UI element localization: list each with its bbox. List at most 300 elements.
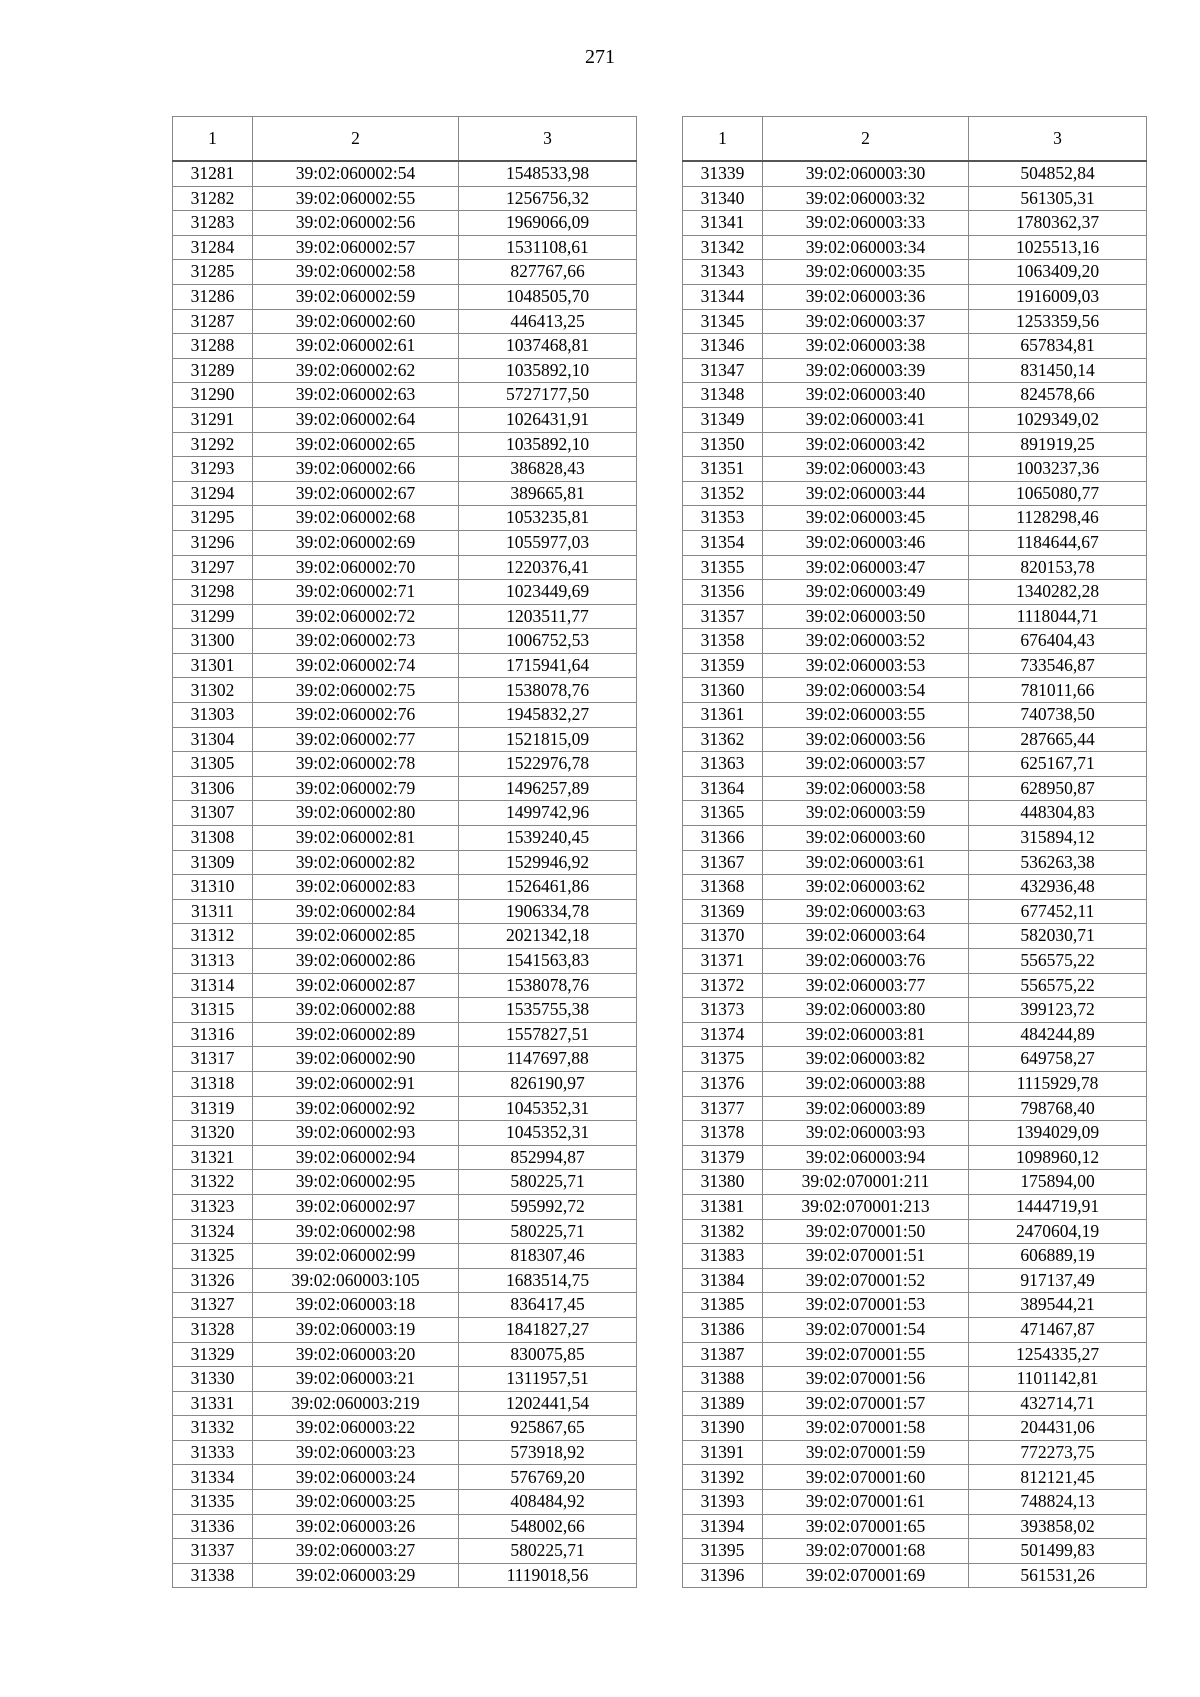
- table-row: [683, 875, 1147, 900]
- cadastral-number: 39:02:070001:213: [763, 1194, 969, 1219]
- value: 1184644,67: [969, 530, 1147, 555]
- cadastral-number: 39:02:060002:63: [253, 383, 459, 408]
- table-row: [683, 334, 1147, 359]
- value: 1683514,75: [459, 1268, 637, 1293]
- cadastral-number: 39:02:060003:52: [763, 629, 969, 654]
- table-row: [173, 801, 637, 826]
- row-number: 31317: [173, 1047, 253, 1072]
- row-number: 31350: [683, 432, 763, 457]
- table-row: [173, 703, 637, 728]
- cadastral-number: 39:02:060002:77: [253, 727, 459, 752]
- row-number: 31312: [173, 924, 253, 949]
- row-number: 31376: [683, 1071, 763, 1096]
- cadastral-number: 39:02:060002:86: [253, 949, 459, 974]
- cadastral-number: 39:02:070001:56: [763, 1367, 969, 1392]
- table-row: [683, 284, 1147, 309]
- row-number: 31352: [683, 481, 763, 506]
- cadastral-number: 39:02:060002:68: [253, 506, 459, 531]
- cadastral-number: 39:02:060003:49: [763, 580, 969, 605]
- table-row: [173, 530, 637, 555]
- value: 733546,87: [969, 653, 1147, 678]
- cadastral-number: 39:02:060002:73: [253, 629, 459, 654]
- cadastral-number: 39:02:060003:63: [763, 899, 969, 924]
- table-row: [683, 1219, 1147, 1244]
- table-row: [173, 875, 637, 900]
- row-number: 31371: [683, 949, 763, 974]
- cadastral-number: 39:02:060002:85: [253, 924, 459, 949]
- row-number: 31388: [683, 1367, 763, 1392]
- table-row: [173, 752, 637, 777]
- table-row: [173, 358, 637, 383]
- row-number: 31396: [683, 1563, 763, 1588]
- table-row: [173, 211, 637, 236]
- row-number: 31386: [683, 1317, 763, 1342]
- header-row: [683, 117, 1147, 162]
- table-row: [683, 1342, 1147, 1367]
- table-row: [173, 1121, 637, 1146]
- cadastral-number: 39:02:070001:211: [763, 1170, 969, 1195]
- row-number: 31383: [683, 1244, 763, 1269]
- value: 2021342,18: [459, 924, 637, 949]
- table-row: [683, 973, 1147, 998]
- row-number: 31393: [683, 1490, 763, 1515]
- cadastral-number: 39:02:060003:64: [763, 924, 969, 949]
- value: 561531,26: [969, 1563, 1147, 1588]
- table-row: [173, 457, 637, 482]
- table-row: [173, 407, 637, 432]
- value: 315894,12: [969, 826, 1147, 851]
- row-number: 31291: [173, 407, 253, 432]
- table-row: [683, 186, 1147, 211]
- value: 1529946,92: [459, 850, 637, 875]
- value: 1496257,89: [459, 776, 637, 801]
- cadastral-number: 39:02:070001:58: [763, 1416, 969, 1441]
- value: 471467,87: [969, 1317, 1147, 1342]
- cadastral-number: 39:02:060002:82: [253, 850, 459, 875]
- cadastral-number: 39:02:060003:32: [763, 186, 969, 211]
- cadastral-number: 39:02:060003:21: [253, 1367, 459, 1392]
- row-number: 31308: [173, 826, 253, 851]
- table-row: [173, 161, 637, 186]
- value: 1119018,56: [459, 1563, 637, 1588]
- table-row: [173, 1563, 637, 1588]
- value: 1203511,77: [459, 604, 637, 629]
- value: 820153,78: [969, 555, 1147, 580]
- row-number: 31324: [173, 1219, 253, 1244]
- cadastral-number: 39:02:060003:77: [763, 973, 969, 998]
- cadastral-number: 39:02:070001:50: [763, 1219, 969, 1244]
- row-number: 31326: [173, 1268, 253, 1293]
- cadastral-number: 39:02:070001:69: [763, 1563, 969, 1588]
- cadastral-number: 39:02:060003:20: [253, 1342, 459, 1367]
- value: 772273,75: [969, 1440, 1147, 1465]
- left-table: [172, 116, 637, 1588]
- value: 446413,25: [459, 309, 637, 334]
- row-number: 31285: [173, 260, 253, 285]
- row-number: 31353: [683, 506, 763, 531]
- table-row: [683, 260, 1147, 285]
- value: 204431,06: [969, 1416, 1147, 1441]
- value: 1780362,37: [969, 211, 1147, 236]
- row-number: 31392: [683, 1465, 763, 1490]
- row-number: 31319: [173, 1096, 253, 1121]
- table-row: [683, 1563, 1147, 1588]
- value: 432714,71: [969, 1391, 1147, 1416]
- cadastral-number: 39:02:060002:72: [253, 604, 459, 629]
- cadastral-number: 39:02:060003:61: [763, 850, 969, 875]
- row-number: 31380: [683, 1170, 763, 1195]
- value: 1025513,16: [969, 235, 1147, 260]
- cadastral-number: 39:02:060002:93: [253, 1121, 459, 1146]
- table-row: [173, 432, 637, 457]
- cadastral-number: 39:02:060003:88: [763, 1071, 969, 1096]
- cadastral-number: 39:02:060003:25: [253, 1490, 459, 1515]
- value: 917137,49: [969, 1268, 1147, 1293]
- cadastral-number: 39:02:060003:54: [763, 678, 969, 703]
- value: 580225,71: [459, 1219, 637, 1244]
- table-row: [173, 1268, 637, 1293]
- value: 2470604,19: [969, 1219, 1147, 1244]
- header-col-1: 1: [683, 117, 763, 162]
- row-number: 31347: [683, 358, 763, 383]
- row-number: 31305: [173, 752, 253, 777]
- table-row: [683, 506, 1147, 531]
- cadastral-number: 39:02:070001:57: [763, 1391, 969, 1416]
- row-number: 31375: [683, 1047, 763, 1072]
- table-row: [173, 653, 637, 678]
- row-number: 31311: [173, 899, 253, 924]
- table-row: [173, 260, 637, 285]
- table-row: [173, 383, 637, 408]
- cadastral-number: 39:02:060003:89: [763, 1096, 969, 1121]
- cadastral-number: 39:02:060003:57: [763, 752, 969, 777]
- row-number: 31385: [683, 1293, 763, 1318]
- row-number: 31316: [173, 1022, 253, 1047]
- value: 1715941,64: [459, 653, 637, 678]
- table-row: [173, 309, 637, 334]
- table-row: [173, 973, 637, 998]
- value: 676404,43: [969, 629, 1147, 654]
- table-row: [683, 1293, 1147, 1318]
- right-table: [682, 116, 1147, 1588]
- table-row: [173, 899, 637, 924]
- row-number: 31332: [173, 1416, 253, 1441]
- cadastral-number: 39:02:060003:37: [763, 309, 969, 334]
- row-number: 31390: [683, 1416, 763, 1441]
- table-row: [173, 776, 637, 801]
- value: 1253359,56: [969, 309, 1147, 334]
- row-number: 31363: [683, 752, 763, 777]
- value: 1045352,31: [459, 1121, 637, 1146]
- row-number: 31284: [173, 235, 253, 260]
- row-number: 31301: [173, 653, 253, 678]
- cadastral-number: 39:02:060002:70: [253, 555, 459, 580]
- table-row: [173, 1145, 637, 1170]
- value: 1521815,09: [459, 727, 637, 752]
- table-row: [173, 1514, 637, 1539]
- header-col-3: 3: [969, 117, 1147, 162]
- value: 1115929,78: [969, 1071, 1147, 1096]
- cadastral-number: 39:02:060002:87: [253, 973, 459, 998]
- table-row: [683, 1391, 1147, 1416]
- cadastral-number: 39:02:060003:18: [253, 1293, 459, 1318]
- row-number: 31354: [683, 530, 763, 555]
- row-number: 31310: [173, 875, 253, 900]
- row-number: 31297: [173, 555, 253, 580]
- table-row: [173, 1194, 637, 1219]
- cadastral-number: 39:02:060003:43: [763, 457, 969, 482]
- cadastral-number: 39:02:060003:19: [253, 1317, 459, 1342]
- cadastral-number: 39:02:060003:105: [253, 1268, 459, 1293]
- value: 393858,02: [969, 1514, 1147, 1539]
- row-number: 31379: [683, 1145, 763, 1170]
- value: 1026431,91: [459, 407, 637, 432]
- row-number: 31321: [173, 1145, 253, 1170]
- cadastral-number: 39:02:070001:52: [763, 1268, 969, 1293]
- value: 556575,22: [969, 973, 1147, 998]
- cadastral-number: 39:02:060003:24: [253, 1465, 459, 1490]
- table-row: [683, 1194, 1147, 1219]
- cadastral-number: 39:02:060002:95: [253, 1170, 459, 1195]
- row-number: 31382: [683, 1219, 763, 1244]
- value: 595992,72: [459, 1194, 637, 1219]
- value: 1098960,12: [969, 1145, 1147, 1170]
- value: 1256756,32: [459, 186, 637, 211]
- table-row: [173, 235, 637, 260]
- value: 576769,20: [459, 1465, 637, 1490]
- row-number: 31282: [173, 186, 253, 211]
- row-number: 31351: [683, 457, 763, 482]
- cadastral-number: 39:02:060002:83: [253, 875, 459, 900]
- cadastral-number: 39:02:070001:54: [763, 1317, 969, 1342]
- row-number: 31334: [173, 1465, 253, 1490]
- table-row: [173, 1367, 637, 1392]
- table-row: [683, 629, 1147, 654]
- table-row: [173, 1465, 637, 1490]
- cadastral-number: 39:02:060003:38: [763, 334, 969, 359]
- value: 1539240,45: [459, 826, 637, 851]
- row-number: 31368: [683, 875, 763, 900]
- cadastral-number: 39:02:070001:51: [763, 1244, 969, 1269]
- cadastral-number: 39:02:060002:55: [253, 186, 459, 211]
- table-row: [173, 334, 637, 359]
- row-number: 31339: [683, 161, 763, 186]
- cadastral-number: 39:02:060002:65: [253, 432, 459, 457]
- cadastral-number: 39:02:060003:94: [763, 1145, 969, 1170]
- value: 1023449,69: [459, 580, 637, 605]
- cadastral-number: 39:02:060002:94: [253, 1145, 459, 1170]
- row-number: 31288: [173, 334, 253, 359]
- cadastral-number: 39:02:070001:59: [763, 1440, 969, 1465]
- row-number: 31295: [173, 506, 253, 531]
- cadastral-number: 39:02:060002:64: [253, 407, 459, 432]
- table-row: [683, 358, 1147, 383]
- cadastral-number: 39:02:070001:68: [763, 1539, 969, 1564]
- table-row: [683, 1490, 1147, 1515]
- value: 1037468,81: [459, 334, 637, 359]
- table-row: [683, 1145, 1147, 1170]
- cadastral-number: 39:02:060003:62: [763, 875, 969, 900]
- value: 1535755,38: [459, 998, 637, 1023]
- header-col-3: 3: [459, 117, 637, 162]
- row-number: 31338: [173, 1563, 253, 1588]
- value: 1444719,91: [969, 1194, 1147, 1219]
- cadastral-number: 39:02:060003:39: [763, 358, 969, 383]
- table-row: [683, 998, 1147, 1023]
- value: 1557827,51: [459, 1022, 637, 1047]
- cadastral-number: 39:02:060003:60: [763, 826, 969, 851]
- value: 1035892,10: [459, 432, 637, 457]
- value: 1969066,09: [459, 211, 637, 236]
- row-number: 31355: [683, 555, 763, 580]
- value: 501499,83: [969, 1539, 1147, 1564]
- table-row: [683, 703, 1147, 728]
- value: 561305,31: [969, 186, 1147, 211]
- header-row: [173, 117, 637, 162]
- cadastral-number: 39:02:060003:41: [763, 407, 969, 432]
- value: 831450,14: [969, 358, 1147, 383]
- row-number: 31290: [173, 383, 253, 408]
- row-number: 31322: [173, 1170, 253, 1195]
- cadastral-number: 39:02:060003:26: [253, 1514, 459, 1539]
- cadastral-number: 39:02:070001:61: [763, 1490, 969, 1515]
- value: 891919,25: [969, 432, 1147, 457]
- cadastral-number: 39:02:060002:76: [253, 703, 459, 728]
- cadastral-number: 39:02:060003:47: [763, 555, 969, 580]
- cadastral-number: 39:02:060003:44: [763, 481, 969, 506]
- value: 677452,11: [969, 899, 1147, 924]
- table-row: [173, 998, 637, 1023]
- table-row: [173, 1293, 637, 1318]
- row-number: 31303: [173, 703, 253, 728]
- cadastral-number: 39:02:060002:59: [253, 284, 459, 309]
- cadastral-number: 39:02:060003:55: [763, 703, 969, 728]
- row-number: 31314: [173, 973, 253, 998]
- row-number: 31293: [173, 457, 253, 482]
- row-number: 31333: [173, 1440, 253, 1465]
- value: 1202441,54: [459, 1391, 637, 1416]
- table-row: [683, 653, 1147, 678]
- value: 399123,72: [969, 998, 1147, 1023]
- table-row: [683, 481, 1147, 506]
- value: 1499742,96: [459, 801, 637, 826]
- cadastral-number: 39:02:060003:29: [253, 1563, 459, 1588]
- table-row: [683, 309, 1147, 334]
- value: 826190,97: [459, 1071, 637, 1096]
- table-row: [173, 1416, 637, 1441]
- cadastral-number: 39:02:060002:98: [253, 1219, 459, 1244]
- cadastral-number: 39:02:060003:58: [763, 776, 969, 801]
- table-row: [173, 506, 637, 531]
- row-number: 31315: [173, 998, 253, 1023]
- row-number: 31329: [173, 1342, 253, 1367]
- table-row: [683, 1465, 1147, 1490]
- value: 1118044,71: [969, 604, 1147, 629]
- row-number: 31299: [173, 604, 253, 629]
- cadastral-number: 39:02:060003:33: [763, 211, 969, 236]
- cadastral-number: 39:02:060002:88: [253, 998, 459, 1023]
- header-col-2: 2: [253, 117, 459, 162]
- row-number: 31330: [173, 1367, 253, 1392]
- row-number: 31320: [173, 1121, 253, 1146]
- value: 1101142,81: [969, 1367, 1147, 1392]
- value: 408484,92: [459, 1490, 637, 1515]
- row-number: 31373: [683, 998, 763, 1023]
- table-row: [683, 1071, 1147, 1096]
- table-row: [683, 949, 1147, 974]
- table-row: [173, 186, 637, 211]
- table-row: [683, 161, 1147, 186]
- cadastral-number: 39:02:060003:219: [253, 1391, 459, 1416]
- value: 1531108,61: [459, 235, 637, 260]
- value: 389665,81: [459, 481, 637, 506]
- cadastral-number: 39:02:060003:34: [763, 235, 969, 260]
- cadastral-number: 39:02:060003:56: [763, 727, 969, 752]
- row-number: 31323: [173, 1194, 253, 1219]
- row-number: 31341: [683, 211, 763, 236]
- table-row: [683, 1047, 1147, 1072]
- row-number: 31296: [173, 530, 253, 555]
- row-number: 31344: [683, 284, 763, 309]
- table-row: [173, 1490, 637, 1515]
- cadastral-number: 39:02:060002:62: [253, 358, 459, 383]
- value: 1538078,76: [459, 678, 637, 703]
- table-row: [173, 678, 637, 703]
- cadastral-number: 39:02:060002:92: [253, 1096, 459, 1121]
- row-number: 31395: [683, 1539, 763, 1564]
- page-number: 271: [585, 46, 615, 68]
- value: 649758,27: [969, 1047, 1147, 1072]
- row-number: 31378: [683, 1121, 763, 1146]
- cadastral-number: 39:02:060003:53: [763, 653, 969, 678]
- value: 925867,65: [459, 1416, 637, 1441]
- row-number: 31300: [173, 629, 253, 654]
- value: 740738,50: [969, 703, 1147, 728]
- table-row: [683, 752, 1147, 777]
- table-row: [173, 1539, 637, 1564]
- value: 1048505,70: [459, 284, 637, 309]
- cadastral-number: 39:02:060003:81: [763, 1022, 969, 1047]
- table-row: [683, 1539, 1147, 1564]
- table-row: [173, 1170, 637, 1195]
- cadastral-number: 39:02:060002:81: [253, 826, 459, 851]
- value: 628950,87: [969, 776, 1147, 801]
- value: 1053235,81: [459, 506, 637, 531]
- row-number: 31364: [683, 776, 763, 801]
- table-row: [173, 1244, 637, 1269]
- cadastral-number: 39:02:060002:61: [253, 334, 459, 359]
- cadastral-number: 39:02:060003:50: [763, 604, 969, 629]
- cadastral-number: 39:02:060002:90: [253, 1047, 459, 1072]
- value: 548002,66: [459, 1514, 637, 1539]
- table-row: [683, 1121, 1147, 1146]
- cadastral-number: 39:02:060003:40: [763, 383, 969, 408]
- row-number: 31342: [683, 235, 763, 260]
- row-number: 31365: [683, 801, 763, 826]
- row-number: 31313: [173, 949, 253, 974]
- table-row: [173, 924, 637, 949]
- cadastral-number: 39:02:060003:45: [763, 506, 969, 531]
- table-row: [683, 1514, 1147, 1539]
- value: 1526461,86: [459, 875, 637, 900]
- row-number: 31348: [683, 383, 763, 408]
- value: 1906334,78: [459, 899, 637, 924]
- value: 5727177,50: [459, 383, 637, 408]
- value: 798768,40: [969, 1096, 1147, 1121]
- cadastral-number: 39:02:060002:66: [253, 457, 459, 482]
- value: 386828,43: [459, 457, 637, 482]
- value: 580225,71: [459, 1539, 637, 1564]
